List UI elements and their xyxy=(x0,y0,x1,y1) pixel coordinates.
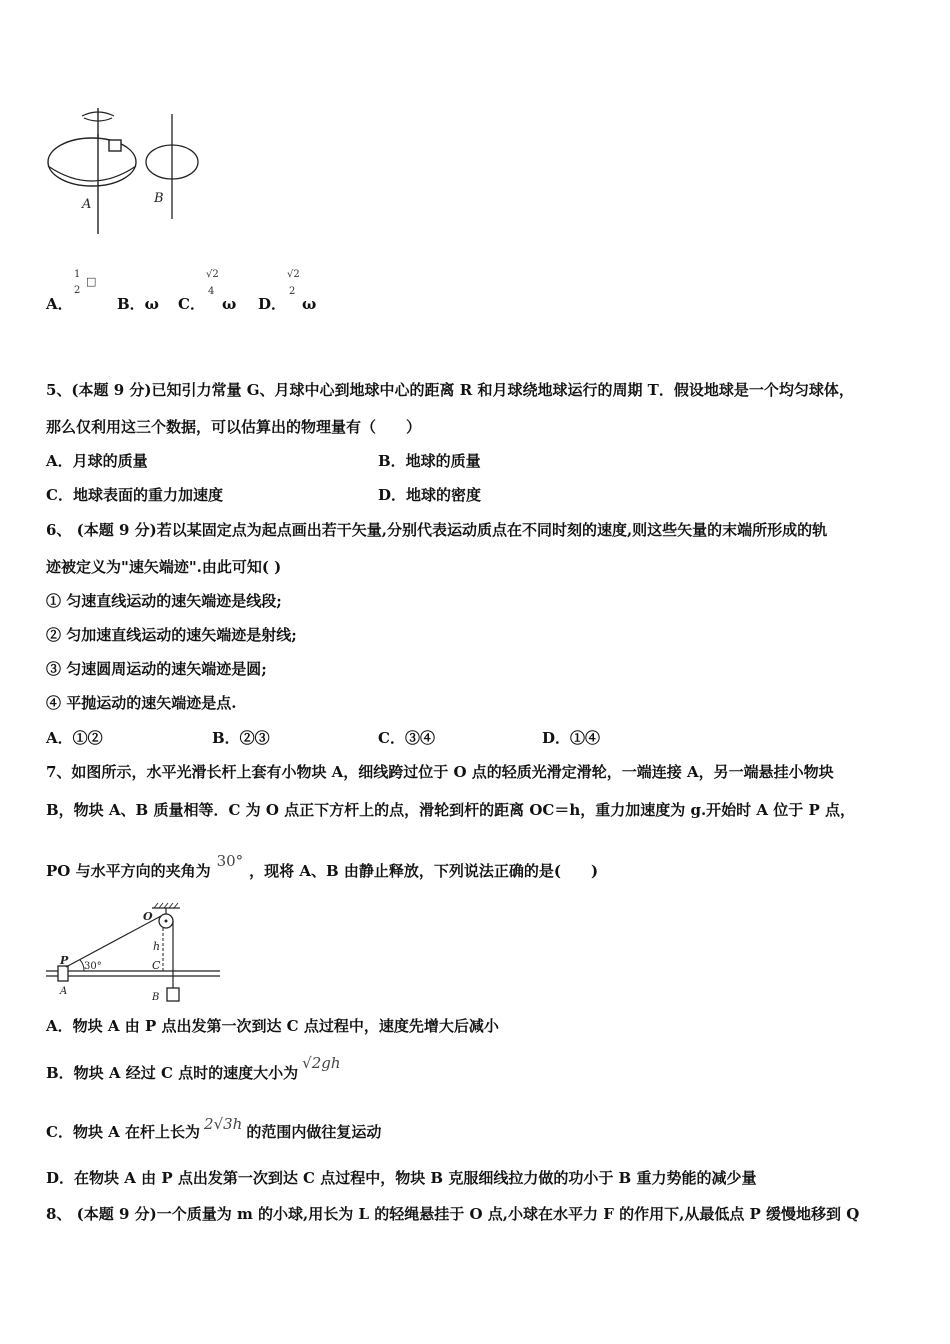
pulley-figure xyxy=(44,902,229,1007)
q5-stem-line2: 那么仅利用这三个数据，可以估算出的物理量有（ ） xyxy=(46,418,422,436)
label-b: B xyxy=(152,992,160,1003)
q7-stem-line2: B，物块 A、B 质量相等．C 为 O 点正下方杆上的点，滑轮到杆的距离 OC＝h，重力加速度为 g.开始时 A 位于 P 点， xyxy=(46,801,855,819)
block xyxy=(109,140,121,151)
label-p: P xyxy=(60,954,69,967)
label-angle: 30° xyxy=(84,961,102,972)
q7-option-d: D．在物块 A 由 P 点出发第一次到达 C 点过程中，物块 B 克服细线拉力做的功小于 B 重力势能的减少量 xyxy=(46,1169,757,1187)
label-c: C xyxy=(152,959,161,972)
q7-stem-line1: 7、如图所示，水平光滑长杆上套有小物块 A，细线跨过位于 O 点的轻质光滑定滑轮，一端连接 A，另一端悬挂小物块 xyxy=(46,763,834,781)
q6-option-a: A．①② xyxy=(46,729,103,747)
q6-option-d: D．①④ xyxy=(542,729,601,747)
disc-figure xyxy=(44,104,214,244)
angle-30: 30° xyxy=(216,852,244,870)
label-b: B xyxy=(154,191,164,206)
q6-option-b: B．②③ xyxy=(212,729,270,747)
q6-statement-1: ① 匀速直线运动的速矢端迹是线段; xyxy=(46,592,282,610)
label-a: A xyxy=(82,197,92,212)
q5-option-b: B．地球的质量 xyxy=(378,452,481,470)
q7-option-a: A．物块 A 由 P 点出发第一次到达 C 点过程中，速度先增大后减小 xyxy=(46,1017,499,1035)
block-b xyxy=(167,988,179,1001)
sqrt-2gh: √2gh xyxy=(302,1054,341,1072)
q6-statement-3: ③ 匀速圆周运动的速矢端迹是圆; xyxy=(46,660,267,678)
q6-statement-2: ② 匀加速直线运动的速矢端迹是射线; xyxy=(46,626,297,644)
q6-option-c: C．③④ xyxy=(378,729,435,747)
block-a xyxy=(58,966,68,981)
label-h: h xyxy=(153,940,161,953)
disc-a xyxy=(48,138,136,186)
q7-option-c: C．物块 A 在杆上长为 2√3h 的范围内做往复运动 xyxy=(46,1115,382,1141)
q5-option-a: A．月球的质量 xyxy=(46,452,148,470)
two-sqrt-3h: 2√3h xyxy=(204,1115,243,1133)
q7-option-b: B．物块 A 经过 C 点时的速度大小为√2gh xyxy=(46,1054,341,1082)
q8-stem-line1: 8、 (本题 9 分)一个质量为 m 的小球,用长为 L 的轻绳悬挂于 O 点,小球在水平力 F 的作用下,从最低点 P 缓慢地移到 Q xyxy=(46,1205,860,1223)
label-o: O xyxy=(143,910,153,923)
q4-option-b: B．ω xyxy=(117,295,159,313)
q5-option-c: C．地球表面的重力加速度 xyxy=(46,486,223,504)
q6-statement-4: ④ 平抛运动的速矢端迹是点. xyxy=(46,694,237,712)
q7-stem-line3: PO 与水平方向的夹角为30°，现将 A、B 由静止释放，下列说法正确的是( ) xyxy=(46,852,599,880)
q5-stem-line1: 5、(本题 9 分)已知引力常量 G、月球中心到地球中心的距离 R 和月球绕地球运行的周期 T．假设地球是一个均匀球体， xyxy=(46,381,854,399)
q5-option-d: D．地球的密度 xyxy=(378,486,482,504)
q6-stem-line2: 迹被定义为"速矢端迹".由此可知( ) xyxy=(46,558,282,576)
label-a: A xyxy=(60,986,68,997)
q6-stem-line1: 6、 (本题 9 分)若以某固定点为起点画出若干矢量,分别代表运动质点在不同时刻的速度,则这些矢量的末端所形成的轨 xyxy=(46,521,828,539)
